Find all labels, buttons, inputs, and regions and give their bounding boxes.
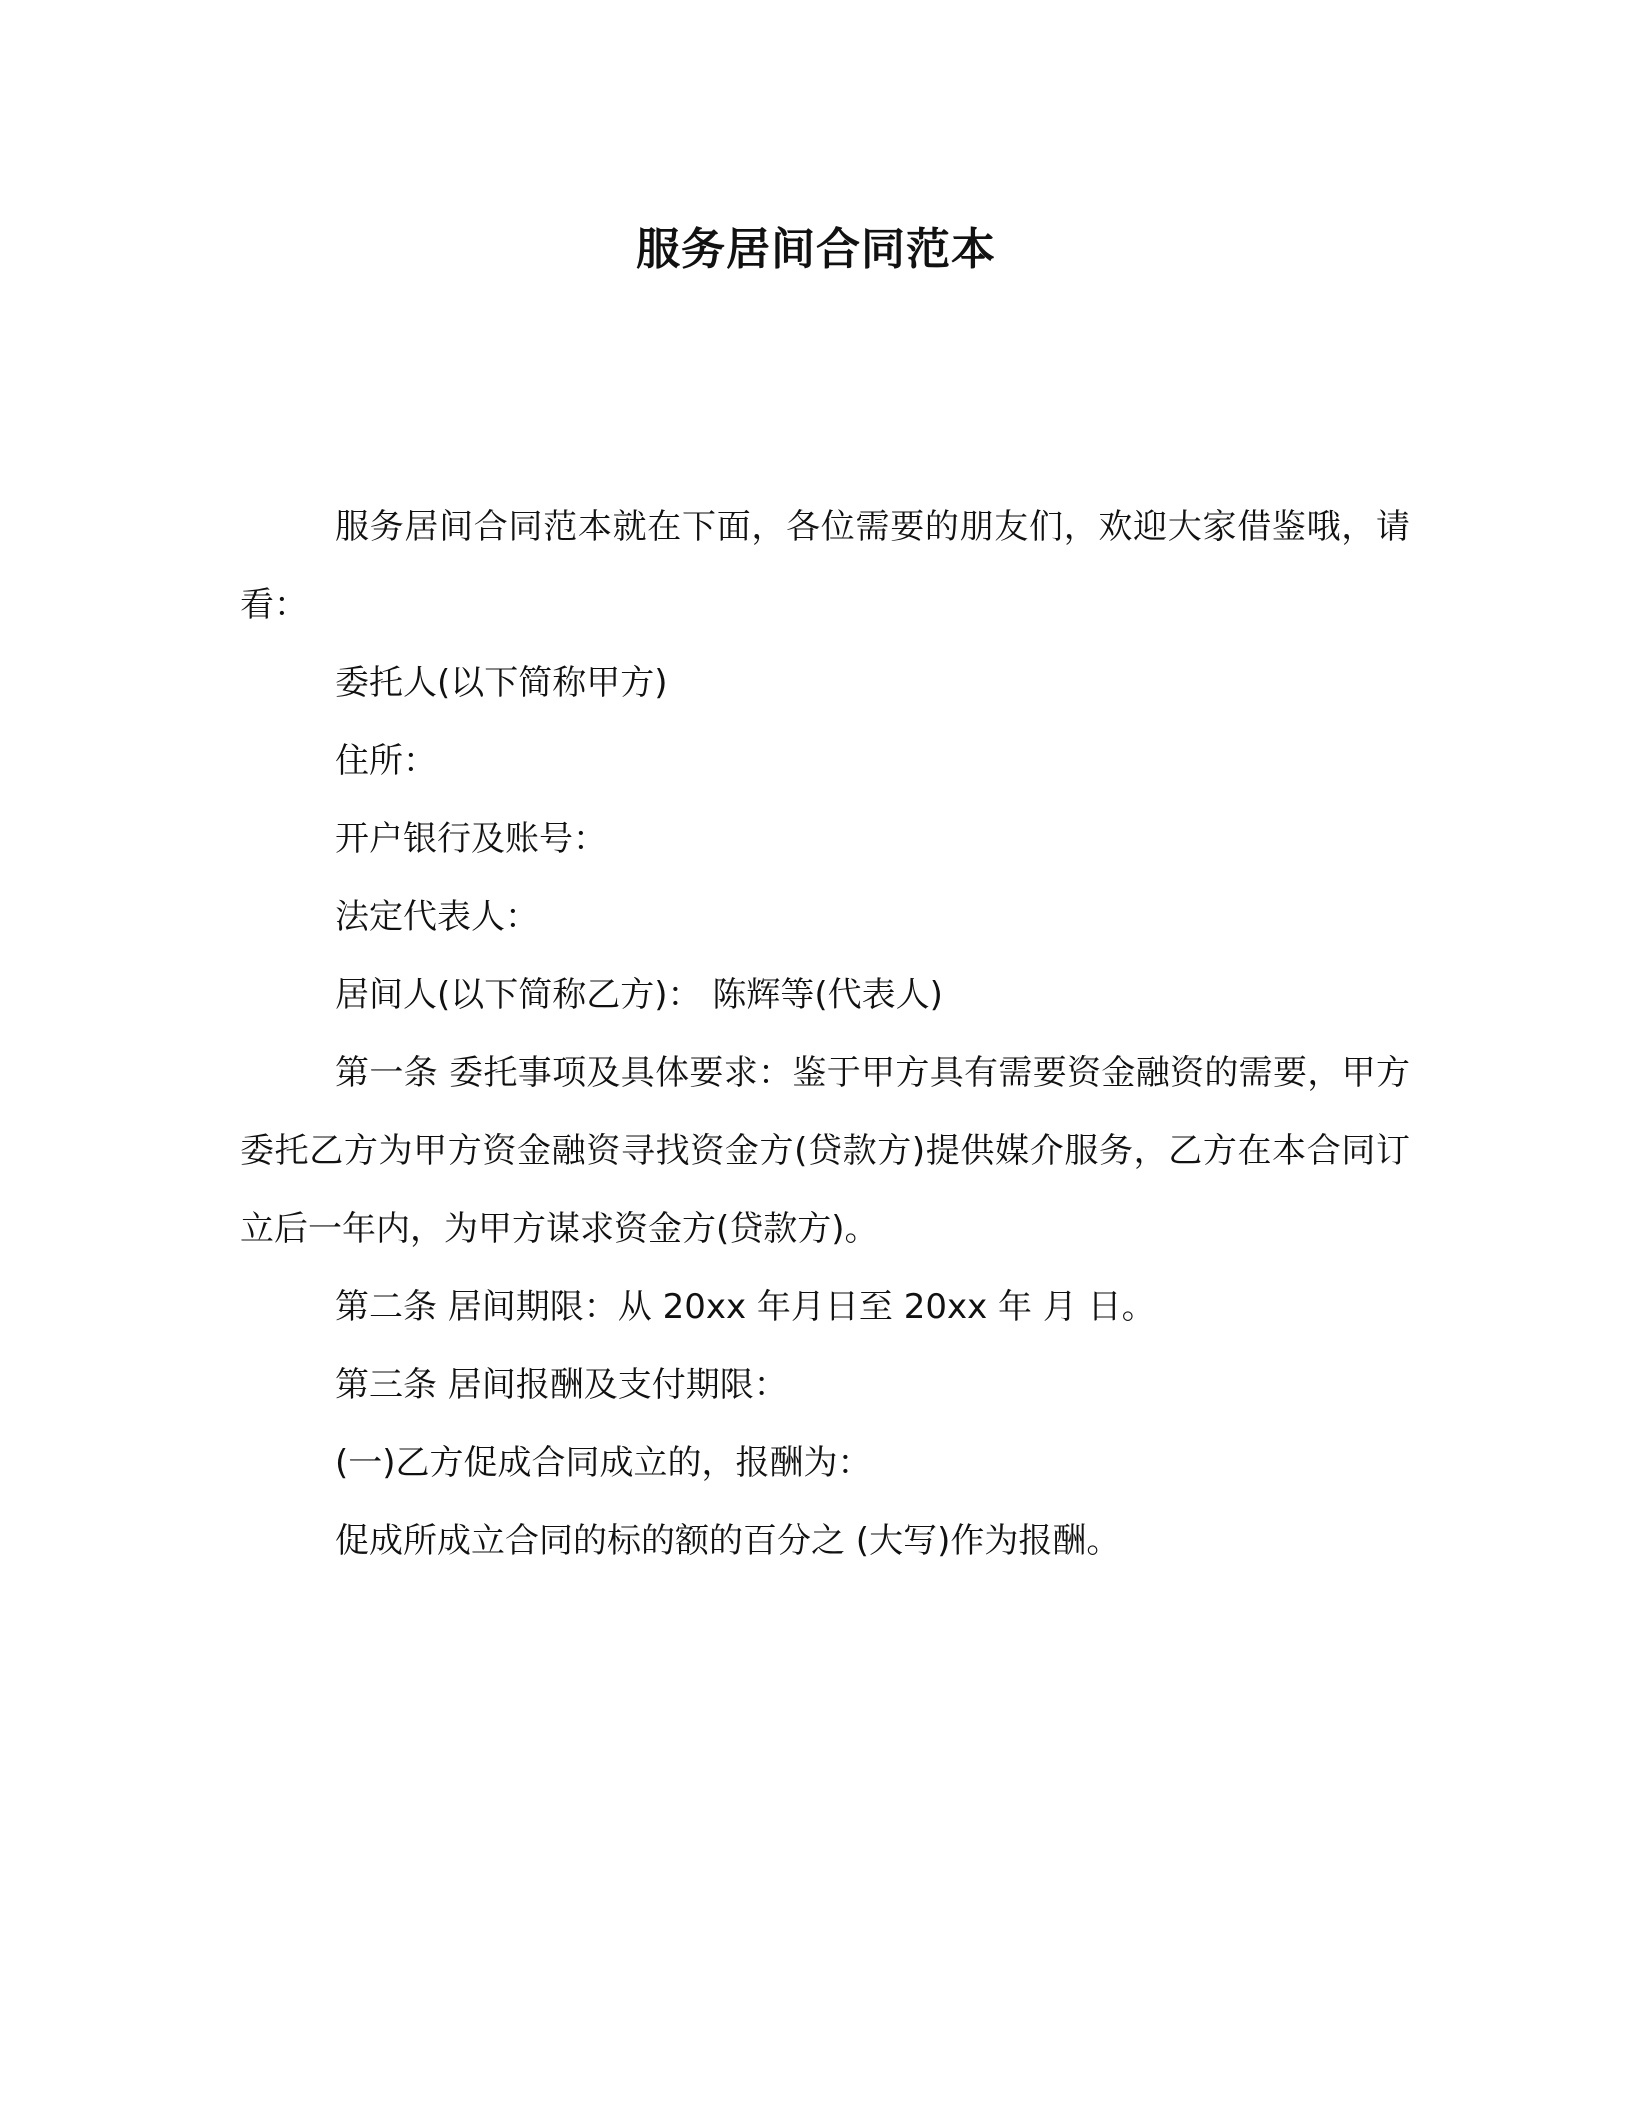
intro-paragraph: 服务居间合同范本就在下面，各位需要的朋友们，欢迎大家借鉴哦，请看： [240,507,1410,625]
address-line: 住所： [335,741,437,781]
legal-representative-line: 法定代表人： [335,897,539,937]
document-body [240,488,1410,1580]
article-3-remuneration-line: 促成所成立合同的标的额的百分之 (大写)作为报酬。 [335,1521,1121,1561]
document-title: 服务居间合同范本 [636,224,996,275]
party-a-line: 委托人(以下简称甲方) [335,663,668,703]
article-1-paragraph: 第一条 委托事项及具体要求：鉴于甲方具有需要资金融资的需要，甲方委托乙方为甲方资金融资寻找资金方(贷款方)提供媒介服务，乙方在本合同订立后一年内，为甲方谋求资金方(贷款方)。 [240,1053,1410,1249]
article-3-heading: 第三条 居间报酬及支付期限： [335,1365,788,1405]
party-b-line: 居间人(以下简称乙方)： 陈辉等(代表人) [335,975,943,1015]
article-2-paragraph: 第二条 居间期限：从 20xx 年月日至 20xx 年 月 日。 [335,1287,1156,1327]
bank-account-line: 开户银行及账号： [335,819,607,859]
article-3-clause-1: (一)乙方促成合同成立的，报酬为： [335,1443,872,1483]
